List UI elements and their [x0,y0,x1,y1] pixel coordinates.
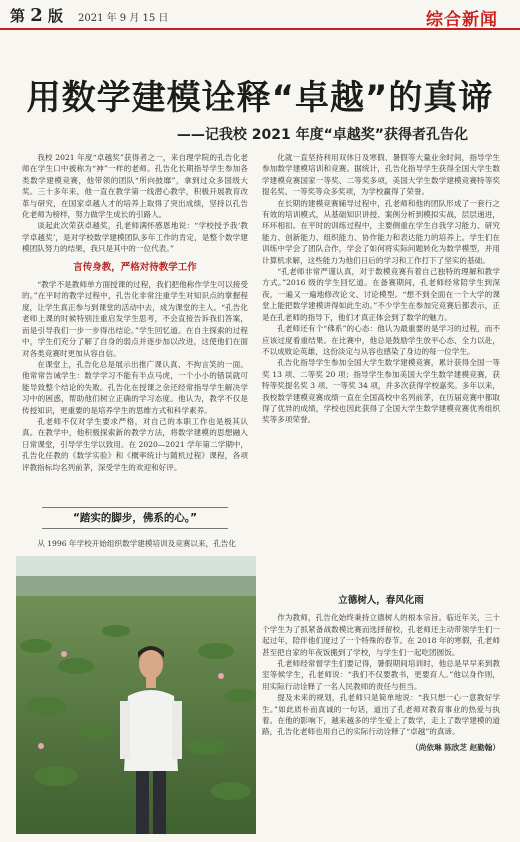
issue-date: 2021 年 9 月 15 日 [78,13,169,24]
paragraph: 孔老师还有个“佛系”的心态：他认为最重要的是学习的过程，而不应该过度看重结果。在比赛中，他总是鼓励学生放平心态、全力以赴，不以成败论英雄，这份淡定与从容也感染了身边的每一位学生。 [262,324,500,356]
paragraph: 提及未来的规划，孔老师只是简单地说：“我只想一心一意教好学生。”如此质朴而真诚的一句话，道出了孔老师对教育事业的热爱与执着。在他的影响下，越来越多的学生爱上了数学，走上了数学建模的道路，孔告化老师也用自己的实际行动诠释了“卓越”的真谛。 [262,693,500,737]
column-2 [262,152,500,426]
paragraph: 化就一直坚持利用双休日及寒假、暑假等大量业余时间，指导学生参加数学建模培训和竞赛。据统计，孔告化指导学生获得全国大学生数学建模竞赛国家一等奖、二等奖多项，美国大学生数学建模竞赛特等奖提名奖、一等奖等众多奖项，为学校赢得了荣誉。 [262,153,500,197]
paragraph: 孔老师不仅对学生要求严格，对自己的本职工作也是极其认真。在教学中，他积极探索新的教学方法，将数学建模的思想融入日常课堂，引导学生学以致用。在 2020—2021 学年第二学期中，孔告化任教的《数学实验》和《概率统计与随机过程》课程，各项评教指标均名列前茅，深受学生的欢迎和好评。 [22,416,248,472]
paragraph: 谈起此次荣获卓越奖，孔老师满怀感恩地说：“学校授予我‘教学卓越奖’，是对学校数学建模团队多年工作的肯定，是整个数学建模团队努力的结果，我只是其中的一位代表。” [22,221,248,254]
headline: 用数学建模诠释“卓越”的真谛 [26,78,494,118]
portrait-photo [16,556,256,834]
paragraph: 从 1996 年学校开始组织数学建模培训及竞赛以来，孔告化 [37,539,236,548]
page-suffix: 版 [48,7,64,25]
section-name: 综合新闻 [426,10,498,30]
paragraph: 在课堂上，孔告化总是展示出推广课认真、不拘言笑的一面。他常常告诫学生：数学学习不能有半点马虎，一个小小的错误就可能导致整个结论的失败。孔告化在授课之余还经常指导学生解决学习中的困惑，帮助他们树立正确的学习态度。他认为，教学不仅是传授知识，更重要的是培养学生的思维方式和科学素养。 [22,359,248,415]
pull-quote: “踏实的脚步，佛系的心。” [42,507,228,529]
section-heading-2: 立德树人，春风化雨 [338,595,424,606]
paragraph: 在长期的建模竞赛辅导过程中，孔老师和他的团队形成了一套行之有效的培训模式，从基础知识讲授、案例分析到模拟实战，层层递进，环环相扣。在平时的训练过程中，主要侧重在学生自我学习能力、研究能力、创新能力、组织能力、协作能力和表达能力的培养上。学生们在训练中学会了团队合作，学会了如何将实际问题转化为数学模型，并用计算机求解，这些能力为他们日后的学习和工作打下了坚实的基础。 [262,198,500,265]
masthead [0,0,520,30]
paragraph: “孔老师非常严谨认真，对于数模竞赛有着自己独特的理解和教学方式。”2016 级的学生回忆道。在备赛期间，孔老师经常陪学生到深夜，一遍又一遍地修改论文、讨论模型。“想不到全面在一个大学的课堂上能把数学建模讲得如此生动。”不少学生在参加完竞赛后都表示，正是在孔老师的指导下，他们才真正体会到了数学的魅力。 [262,267,500,322]
paragraph: “教学不是教师单方面授课的过程，我们把他称作学生可以接受的。”在平时的教学过程中，孔告化非常注重学生对知识点的掌握程度，让学生真正参与到课堂的活动中去，成为课堂的主人。“孔告化老师上课的时候特别注重启发学生思考，不会直接告诉我们答案，而是引导我们一步一步得出结论。”学生回忆道。在自主探索的过程中，学生们充分了解了自身的弱点并逐步加以改进，这使他们在面对各类竞赛时更加从容自信。 [22,280,248,358]
paragraph: 我校 2021 年度“卓越奖”获得者之一，来自理学院的孔告化老师在学生口中被称为“神”一样的老师。孔告化长期指导学生参加各类数学建模竞赛，他带领的团队“所向披靡”，拿到过众多国级大奖。三十多年来，他一直在教学第一线潜心教学，积极开展教育改革与研究，在国家卓越人才的培养上取得了突出成绩，坚持以孔告化老师为榜样，努力做学生成长的引路人。 [22,153,248,220]
page-number-value: 2 [30,5,43,26]
page-number [10,5,63,26]
subheadline: ——记我校 2021 年度“卓越奖”获得者孔告化 [176,127,468,143]
page-prefix: 第 [10,7,26,25]
paragraph: 孔老师经常督学生们要记得，暑假期间培训时，他总是早早来到教室等候学生，孔老师说：“我们不仅要教书，更要育人。”他以身作则，用实际行动诠释了一名人民教师的责任与担当。 [262,659,500,691]
paragraph: 孔告化指导学生参加全国大学生数学建模竞赛，累计获得全国一等奖 13 项、二等奖 20 项；指导学生参加美国大学生数学建模竞赛，获特等奖提名奖 3 项、一等奖 34 项，并多次获得学校嘉奖。多年以来，我校数学建模竞赛成绩一直在全国高校中名列前茅，在历届竞赛中都取得了优异的成绩，学校也因此获得了全国大学生数学建模竞赛优秀组织奖等多项荣誉。 [262,358,500,425]
paragraph: 作为教师，孔告化始终秉持立德树人的根本宗旨。临近年关，三十个学生为了抓紧备战数模比赛而选择留校，孔老师还主动带领学生们一起过年，陪伴他们度过了一个特殊的春节。在 2018 年的寒假，孔老师甚至把自家的年夜饭搬到了学校，与学生们一起吃团圆饭。 [262,613,500,657]
byline: （尚依琳 陈欣芝 赵勤翰） [411,742,500,752]
column-1 [22,152,248,473]
portrait-photo-image [16,556,256,834]
section-heading-1: 言传身教，严格对待教学工作 [73,261,197,273]
column-3 [262,588,500,753]
